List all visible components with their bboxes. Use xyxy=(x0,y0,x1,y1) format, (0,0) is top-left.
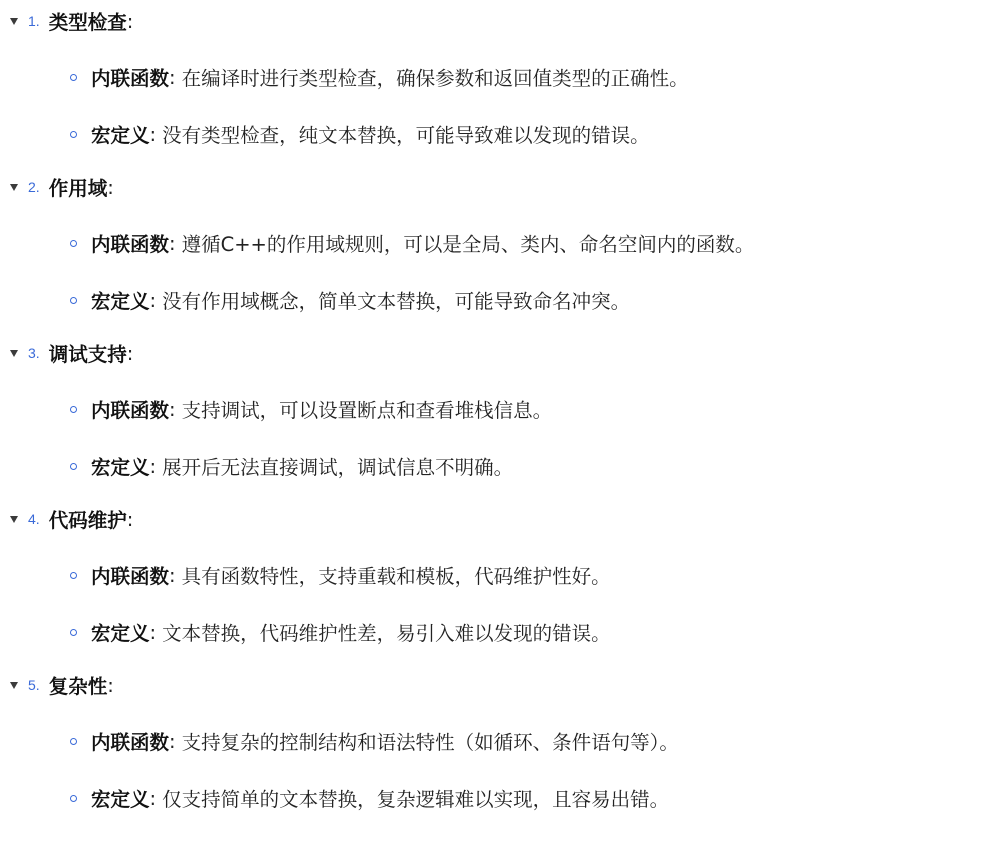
hollow-bullet-icon xyxy=(70,629,77,636)
section-heading xyxy=(10,336,133,370)
item-description: 没有类型检查，纯文本替换，可能导致难以发现的错误。 xyxy=(162,124,650,147)
item-separator: : xyxy=(169,231,176,255)
section-colon: : xyxy=(107,175,114,199)
collapse-toggle-icon[interactable] xyxy=(10,184,18,191)
hollow-bullet-icon xyxy=(70,463,77,470)
hollow-bullet-icon xyxy=(70,406,77,413)
section-heading xyxy=(10,502,133,536)
item-description: 遵循C++的作用域规则，可以是全局、类内、命名空间内的函数。 xyxy=(181,233,755,256)
hollow-bullet-icon xyxy=(70,297,77,304)
section-colon: : xyxy=(126,341,134,365)
item-term: 内联函数 xyxy=(91,399,170,422)
item-description: 支持复杂的控制结构和语法特性（如循环、条件语句等）。 xyxy=(181,731,679,754)
item-separator: : xyxy=(149,454,157,478)
item-description: 没有作用域概念，简单文本替换，可能导致命名冲突。 xyxy=(162,290,631,313)
list-item xyxy=(70,449,513,483)
collapse-toggle-icon[interactable] xyxy=(10,682,18,689)
list-item xyxy=(70,60,689,94)
item-separator: : xyxy=(169,729,176,753)
hollow-bullet-icon xyxy=(70,572,77,579)
section-number: 3. xyxy=(28,345,40,361)
list-item xyxy=(70,226,754,260)
list-item xyxy=(70,392,552,426)
collapse-toggle-icon[interactable] xyxy=(10,516,18,523)
item-separator: : xyxy=(169,563,176,587)
list-item xyxy=(70,724,679,758)
collapse-toggle-icon[interactable] xyxy=(10,18,18,25)
item-term: 宏定义 xyxy=(91,290,150,313)
item-separator: : xyxy=(169,397,176,421)
section-number: 1. xyxy=(28,13,40,29)
section-title: 代码维护 xyxy=(48,509,127,532)
section-heading xyxy=(10,668,114,702)
item-separator: : xyxy=(149,786,157,810)
item-separator: : xyxy=(149,122,157,146)
section-number: 2. xyxy=(28,179,40,195)
item-term: 宏定义 xyxy=(91,456,150,479)
section-title: 复杂性 xyxy=(48,675,108,698)
item-term: 内联函数 xyxy=(91,731,170,754)
item-term: 宏定义 xyxy=(91,622,150,645)
item-term: 宏定义 xyxy=(91,124,150,147)
item-description: 支持调试，可以设置断点和查看堆栈信息。 xyxy=(181,399,553,422)
list-item xyxy=(70,781,669,815)
section-colon: : xyxy=(126,9,134,33)
section-title: 调试支持 xyxy=(48,343,127,366)
item-description: 展开后无法直接调试，调试信息不明确。 xyxy=(162,456,514,479)
item-description: 具有函数特性，支持重载和模板，代码维护性好。 xyxy=(181,565,611,588)
list-item xyxy=(70,558,611,592)
item-description: 在编译时进行类型检查，确保参数和返回值类型的正确性。 xyxy=(181,67,689,90)
section-heading xyxy=(10,170,114,204)
hollow-bullet-icon xyxy=(70,738,77,745)
list-item xyxy=(70,283,630,317)
item-term: 内联函数 xyxy=(91,565,170,588)
item-separator: : xyxy=(169,65,176,89)
item-separator: : xyxy=(149,620,157,644)
section-title: 作用域 xyxy=(48,177,108,200)
section-colon: : xyxy=(126,507,134,531)
section-colon: : xyxy=(107,673,114,697)
section-number: 4. xyxy=(28,511,40,527)
hollow-bullet-icon xyxy=(70,74,77,81)
collapse-toggle-icon[interactable] xyxy=(10,350,18,357)
item-term: 内联函数 xyxy=(91,233,170,256)
item-description: 文本替换，代码维护性差，易引入难以发现的错误。 xyxy=(162,622,611,645)
item-separator: : xyxy=(149,288,157,312)
list-item xyxy=(70,615,611,649)
hollow-bullet-icon xyxy=(70,131,77,138)
section-title: 类型检查 xyxy=(48,11,127,34)
item-description: 仅支持简单的文本替换，复杂逻辑难以实现，且容易出错。 xyxy=(162,788,670,811)
list-item xyxy=(70,117,650,151)
section-number: 5. xyxy=(28,677,40,693)
item-term: 宏定义 xyxy=(91,788,150,811)
hollow-bullet-icon xyxy=(70,795,77,802)
item-term: 内联函数 xyxy=(91,67,170,90)
hollow-bullet-icon xyxy=(70,240,77,247)
section-heading xyxy=(10,4,133,38)
